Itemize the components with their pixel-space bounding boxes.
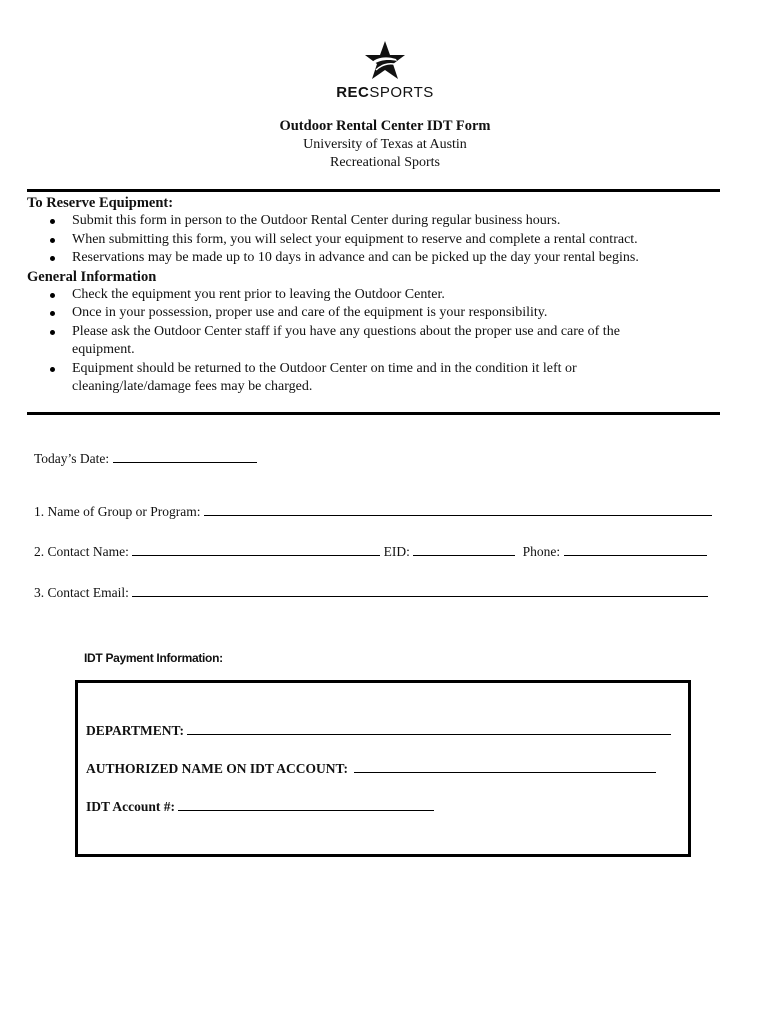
group-name-field xyxy=(34,503,712,520)
todays-date-label: Today’s Date: xyxy=(34,451,110,466)
form-subtitle-university: University of Texas at Austin xyxy=(303,137,467,152)
group-name-label: 1. Name of Group or Program: xyxy=(34,504,201,519)
idt-account-label: IDT Account #: xyxy=(86,799,176,814)
reserve-list xyxy=(27,212,720,268)
idt-account-field xyxy=(86,798,434,815)
idt-account-input[interactable] xyxy=(178,798,434,811)
contact-email-label: 3. Contact Email: xyxy=(34,585,129,600)
list-item: Reservations may be made up to 10 days in advance and can be picked up the day your rental begins. xyxy=(27,249,720,268)
list-item: Please ask the Outdoor Center staff if you have any questions about the proper use and care of the equipment. xyxy=(27,323,720,360)
contact-email-input[interactable] xyxy=(132,584,708,597)
contact-name-input[interactable] xyxy=(132,543,380,556)
contact-row xyxy=(34,543,707,560)
authorized-name-input[interactable] xyxy=(354,760,656,773)
contact-email-field xyxy=(34,584,708,601)
general-heading: General Information xyxy=(27,268,157,285)
authorized-name-label: AUTHORIZED NAME ON IDT ACCOUNT: xyxy=(86,761,349,776)
recsports-logo xyxy=(0,40,770,101)
logo-wordmark xyxy=(0,84,770,101)
group-name-input[interactable] xyxy=(204,503,712,516)
eid-label: EID: xyxy=(383,544,410,559)
list-item: Once in your possession, proper use and care of the equipment is your responsibility. xyxy=(27,304,720,323)
logo-text-bold: REC xyxy=(336,84,370,101)
star-logo-icon xyxy=(363,40,407,82)
list-item: Submit this form in person to the Outdoor Rental Center during regular business hours. xyxy=(27,212,720,231)
list-item: When submitting this form, you will select your equipment to reserve and complete a rental contract. xyxy=(27,231,720,250)
department-label: DEPARTMENT: xyxy=(86,723,185,738)
todays-date-field xyxy=(34,450,257,467)
general-list xyxy=(27,286,720,397)
bottom-divider xyxy=(27,412,720,415)
reserve-section xyxy=(27,194,720,397)
contact-name-label: 2. Contact Name: xyxy=(34,544,129,559)
reserve-heading: To Reserve Equipment: xyxy=(27,195,174,211)
form-subtitle-department: Recreational Sports xyxy=(329,155,441,170)
department-input[interactable] xyxy=(187,722,671,735)
department-field xyxy=(86,722,671,739)
idt-payment-box xyxy=(75,680,691,857)
idt-payment-heading: IDT Payment Information: xyxy=(84,651,223,665)
logo-text-regular: SPORTS xyxy=(369,84,434,101)
list-item: Equipment should be returned to the Outdoor Center on time and in the condition it left or cleaning/late/damage fees may be charged. xyxy=(27,360,720,397)
eid-input[interactable] xyxy=(413,543,515,556)
top-divider xyxy=(27,189,720,192)
form-title: Outdoor Rental Center IDT Form xyxy=(279,118,491,134)
phone-label: Phone: xyxy=(522,544,561,559)
todays-date-input[interactable] xyxy=(113,450,257,463)
list-item: Check the equipment you rent prior to leaving the Outdoor Center. xyxy=(27,286,720,305)
phone-input[interactable] xyxy=(564,543,707,556)
authorized-name-field xyxy=(86,760,656,777)
document-header xyxy=(0,116,770,172)
